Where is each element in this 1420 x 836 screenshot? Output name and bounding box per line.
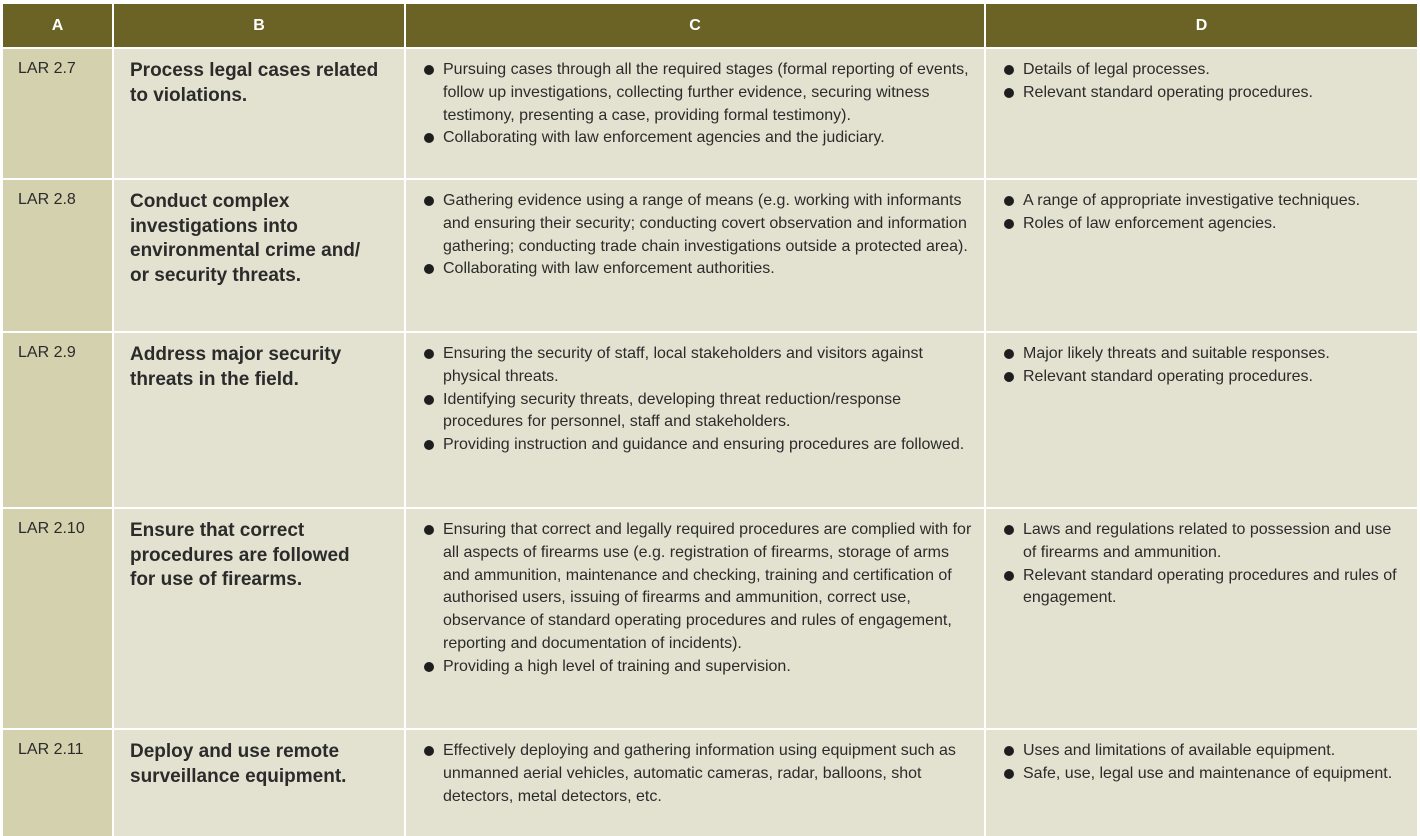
competence-title: Deploy and use remote surveillance equipment. (113, 729, 405, 836)
knowledge-list (1002, 59, 1405, 105)
activities-cell (405, 179, 985, 332)
activities-list (422, 519, 972, 679)
column-header-b: B (113, 4, 405, 48)
knowledge-cell (985, 332, 1417, 508)
knowledge-item: Roles of law enforcement agencies. (1002, 213, 1405, 236)
table-row (3, 179, 1417, 332)
activity-item: Pursuing cases through all the required stages (formal reporting of events, follow up investigations, collecting further evidence, securing witness testimony, presenting a case, providing formal testimony). (422, 59, 972, 127)
knowledge-cell (985, 729, 1417, 836)
competence-code: LAR 2.8 (3, 179, 113, 332)
knowledge-list (1002, 343, 1405, 389)
activity-item: Collaborating with law enforcement authorities. (422, 258, 972, 281)
knowledge-item: Major likely threats and suitable responses. (1002, 343, 1405, 366)
column-header-d: D (985, 4, 1417, 48)
competence-code: LAR 2.7 (3, 48, 113, 179)
knowledge-list (1002, 190, 1405, 236)
knowledge-item: Laws and regulations related to possession and use of firearms and ammunition. (1002, 519, 1405, 565)
activities-cell (405, 332, 985, 508)
competence-code: LAR 2.10 (3, 508, 113, 729)
activity-item: Providing a high level of training and supervision. (422, 656, 972, 679)
knowledge-item: Details of legal processes. (1002, 59, 1405, 82)
table-row (3, 508, 1417, 729)
knowledge-item: Relevant standard operating procedures and rules of engagement. (1002, 565, 1405, 611)
competence-code: LAR 2.11 (3, 729, 113, 836)
activity-item: Effectively deploying and gathering information using equipment such as unmanned aerial vehicles, automatic cameras, radar, balloons, shot detectors, metal detectors, etc. (422, 740, 972, 808)
column-header-a: A (3, 4, 113, 48)
activities-cell (405, 508, 985, 729)
table-row (3, 729, 1417, 836)
knowledge-cell (985, 179, 1417, 332)
activities-cell (405, 729, 985, 836)
header-row (3, 4, 1417, 48)
competence-table (3, 4, 1417, 836)
knowledge-list (1002, 740, 1405, 786)
knowledge-cell (985, 48, 1417, 179)
knowledge-item: Relevant standard operating procedures. (1002, 366, 1405, 389)
activities-list (422, 740, 972, 808)
knowledge-list (1002, 519, 1405, 610)
knowledge-item: Uses and limitations of available equipment. (1002, 740, 1405, 763)
activity-item: Gathering evidence using a range of means (e.g. working with informants and ensuring their security; conducting covert observation and information gathering; conducting trade chain investigations outside a protected area). (422, 190, 972, 258)
activity-item: Ensuring the security of staff, local stakeholders and visitors against physical threats. (422, 343, 972, 389)
table-row (3, 48, 1417, 179)
activity-item: Providing instruction and guidance and ensuring procedures are followed. (422, 434, 972, 457)
activity-item: Identifying security threats, developing threat reduction/response procedures for personnel, staff and stakeholders. (422, 389, 972, 435)
competence-title: Address major security threats in the field. (113, 332, 405, 508)
activity-item: Collaborating with law enforcement agencies and the judiciary. (422, 127, 972, 150)
table-row (3, 332, 1417, 508)
activities-list (422, 59, 972, 150)
activities-list (422, 343, 972, 457)
activities-list (422, 190, 972, 281)
column-header-c: C (405, 4, 985, 48)
competence-title: Conduct complex investigations into environmental crime and/ or security threats. (113, 179, 405, 332)
competence-title: Process legal cases related to violations. (113, 48, 405, 179)
activities-cell (405, 48, 985, 179)
competence-title: Ensure that correct procedures are followed for use of firearms. (113, 508, 405, 729)
competence-code: LAR 2.9 (3, 332, 113, 508)
knowledge-item: Safe, use, legal use and maintenance of equipment. (1002, 763, 1405, 786)
knowledge-item: Relevant standard operating procedures. (1002, 82, 1405, 105)
knowledge-cell (985, 508, 1417, 729)
knowledge-item: A range of appropriate investigative techniques. (1002, 190, 1405, 213)
activity-item: Ensuring that correct and legally required procedures are complied with for all aspects of firearms use (e.g. registration of firearms, storage of arms and ammunition, maintenance and checking, training and certification of authorised users, issuing of firearms and ammunition, correct use, observance of standard operating procedures and rules of engagement, reporting and documentation of incidents). (422, 519, 972, 656)
